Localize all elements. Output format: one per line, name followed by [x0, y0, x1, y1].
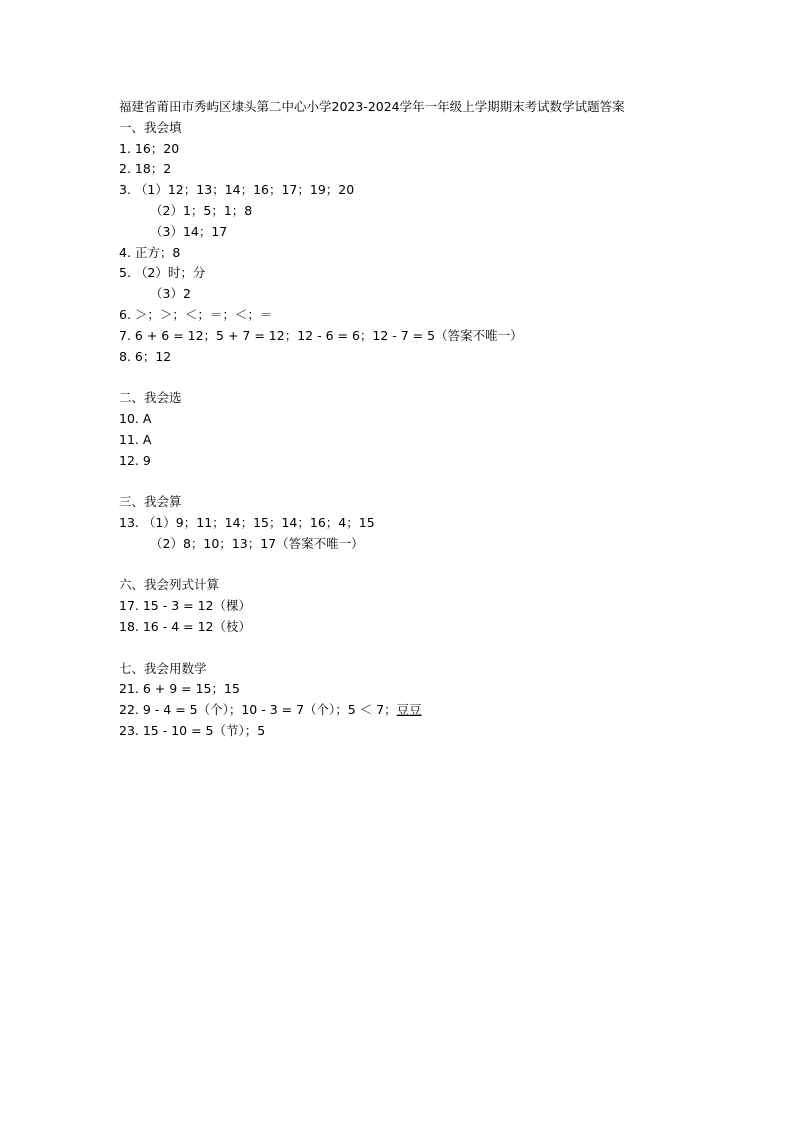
answer-q13-part2: （2）8；10；13；17（答案不唯一） — [150, 535, 364, 551]
section-spacer — [119, 555, 689, 576]
section-spacer — [119, 638, 689, 659]
answer-q18: 18. 16 - 4 = 12（枝） — [119, 618, 251, 634]
section-heading-fill: 一、我会填 — [119, 119, 182, 135]
document-title: 福建省莆田市秀屿区埭头第二中心小学2023-2024学年一年级上学期期末考试数学试题答案 — [119, 99, 625, 114]
section-heading-apply-math: 七、我会用数学 — [119, 660, 207, 676]
answer-q10: 10. A — [119, 410, 152, 426]
section-heading-choose: 二、我会选 — [119, 390, 182, 406]
answer-q23: 23. 15 - 10 = 5（节）；5 — [119, 722, 266, 738]
answer-q6: 6. ＞；＞；＜；＝；＜；＝ — [119, 306, 273, 322]
answer-q3-part3: （3）14；17 — [150, 223, 228, 239]
answer-q5-part2: 5. （2）时；分 — [119, 265, 206, 281]
answer-q8: 8. 6；12 — [119, 348, 172, 364]
section-spacer — [119, 367, 689, 388]
answer-q21: 21. 6 + 9 = 15；15 — [119, 681, 240, 697]
answer-q1: 1. 16；20 — [119, 140, 180, 156]
section-heading-equation: 六、我会列式计算 — [119, 577, 220, 593]
answer-q13-part1: 13. （1）9；11；14；15；14；16；4；15 — [119, 514, 375, 530]
answer-q22-text: 22. 9 - 4 = 5（个）；10 - 3 = 7（个）；5 ＜ 7； — [119, 702, 397, 718]
answer-document — [119, 97, 689, 742]
answer-q22-underlined-answer: 豆豆 — [396, 702, 422, 718]
answer-q11: 11. A — [119, 431, 152, 447]
answer-q3-part2: （2）1；5；1；8 — [150, 202, 253, 218]
answer-q4: 4. 正方；8 — [119, 244, 181, 260]
section-spacer — [119, 471, 689, 492]
answer-q2: 2. 18；2 — [119, 161, 172, 177]
answer-q12: 12. 9 — [119, 452, 151, 468]
answer-q3-part1: 3. （1）12；13；14；16；17；19；20 — [119, 182, 355, 198]
section-heading-calculate: 三、我会算 — [119, 494, 182, 510]
answer-q7: 7. 6 + 6 = 12；5 + 7 = 12；12 - 6 = 6；12 - 7 = 5（答案不唯一） — [119, 327, 523, 343]
answer-q17: 17. 15 - 3 = 12（棵） — [119, 598, 251, 614]
answer-q5-part3: （3）2 — [150, 286, 191, 302]
answer-q22 — [119, 700, 689, 721]
